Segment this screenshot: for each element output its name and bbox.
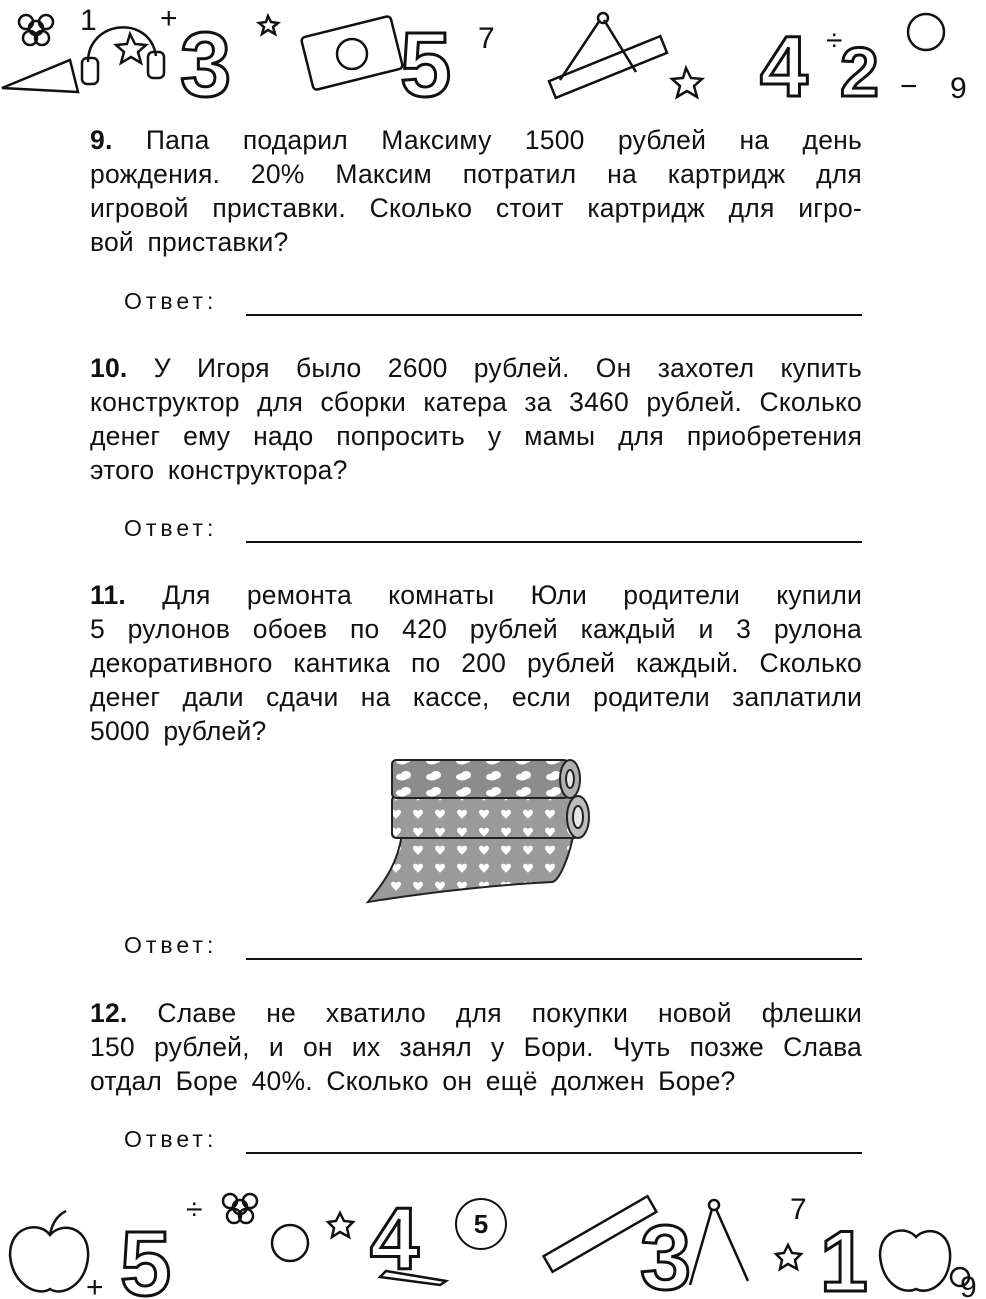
task-11 — [90, 578, 862, 748]
task-text: У Игоря было 2600 рублей. Он захотел купить — [153, 353, 862, 383]
decor-digit: 4 — [370, 1189, 419, 1288]
task-line: вой приставки? — [90, 227, 289, 257]
task-number: 9. — [90, 125, 113, 155]
task-line: конструктор для сборки катера за 3460 рублей. Сколько — [90, 387, 862, 417]
task-line: этого конструктора? — [90, 455, 348, 485]
task-line — [90, 123, 862, 157]
task-line — [90, 351, 862, 385]
answer-line[interactable] — [246, 541, 862, 543]
decor-sign: ÷ — [826, 24, 843, 57]
task-line: рождения. 20% Максим потратил на картридж для — [90, 159, 862, 189]
decor-digit: 1 — [820, 1214, 868, 1299]
decor-digit: 5 — [120, 1213, 172, 1299]
task-line: 5000 рублей? — [90, 716, 267, 746]
task-line: денег ему надо попросить у мамы для приобретения — [90, 421, 862, 451]
decor-digit: 7 — [478, 22, 495, 55]
answer-line[interactable] — [246, 1152, 862, 1154]
decor-digit: 7 — [790, 1193, 807, 1226]
task-line — [90, 996, 862, 1030]
decor-digit: 2 — [840, 33, 879, 111]
decor-digit: 3 — [640, 1207, 692, 1299]
task-number: 10. — [90, 353, 128, 383]
decor-sign: − — [900, 70, 918, 103]
task-line: декоративного кантика по 200 рублей каждый. Сколько — [90, 648, 862, 678]
decor-sign: + — [86, 1271, 104, 1299]
answer-line[interactable] — [246, 958, 862, 960]
answer-line[interactable] — [246, 314, 862, 316]
task-12 — [90, 996, 862, 1098]
task-10 — [90, 351, 862, 487]
decor-digit: 9 — [950, 72, 967, 105]
task-text: Для ремонта комнаты Юли родители купили — [162, 580, 862, 610]
task-9 — [90, 123, 862, 259]
decor-digit: 1 — [80, 4, 97, 37]
task-line: денег дали сдачи на кассе, если родители заплатили — [90, 682, 862, 712]
top-decorative-border — [0, 0, 986, 112]
answer-field-9[interactable] — [124, 288, 862, 322]
task-number: 11. — [90, 580, 126, 610]
decor-sign: ÷ — [186, 1193, 203, 1226]
decor-digit: 4 — [760, 19, 808, 112]
task-text: Папа подарил Максиму 1500 рублей на день — [145, 125, 862, 155]
answer-label: Ответ: — [124, 288, 218, 314]
task-line: игровой приставки. Сколько стоит картридж для игро- — [90, 193, 862, 223]
decor-digit: 5 — [400, 14, 452, 112]
task-number: 12. — [90, 998, 128, 1028]
answer-label: Ответ: — [124, 1126, 218, 1152]
task-line: отдал Боре 40%. Сколько он ещё должен Боре? — [90, 1066, 736, 1096]
wallpaper-rolls-illustration — [362, 752, 602, 912]
answer-label: Ответ: — [124, 932, 218, 958]
task-line — [90, 578, 862, 612]
answer-field-11[interactable] — [124, 932, 862, 966]
answer-label: Ответ: — [124, 515, 218, 541]
decor-digit: 9 — [960, 1271, 977, 1299]
answer-field-12[interactable] — [124, 1126, 862, 1160]
task-text: Славе не хватило для покупки новой флешки — [157, 998, 862, 1028]
task-line: 150 рублей, и он их занял у Бори. Чуть позже Слава — [90, 1032, 862, 1062]
page-number: 5 — [455, 1198, 507, 1250]
decor-digit: 3 — [180, 14, 232, 112]
answer-field-10[interactable] — [124, 515, 862, 549]
decor-sign: + — [160, 2, 178, 35]
task-line: 5 рулонов обоев по 420 рублей каждый и 3 рулона — [90, 614, 862, 644]
